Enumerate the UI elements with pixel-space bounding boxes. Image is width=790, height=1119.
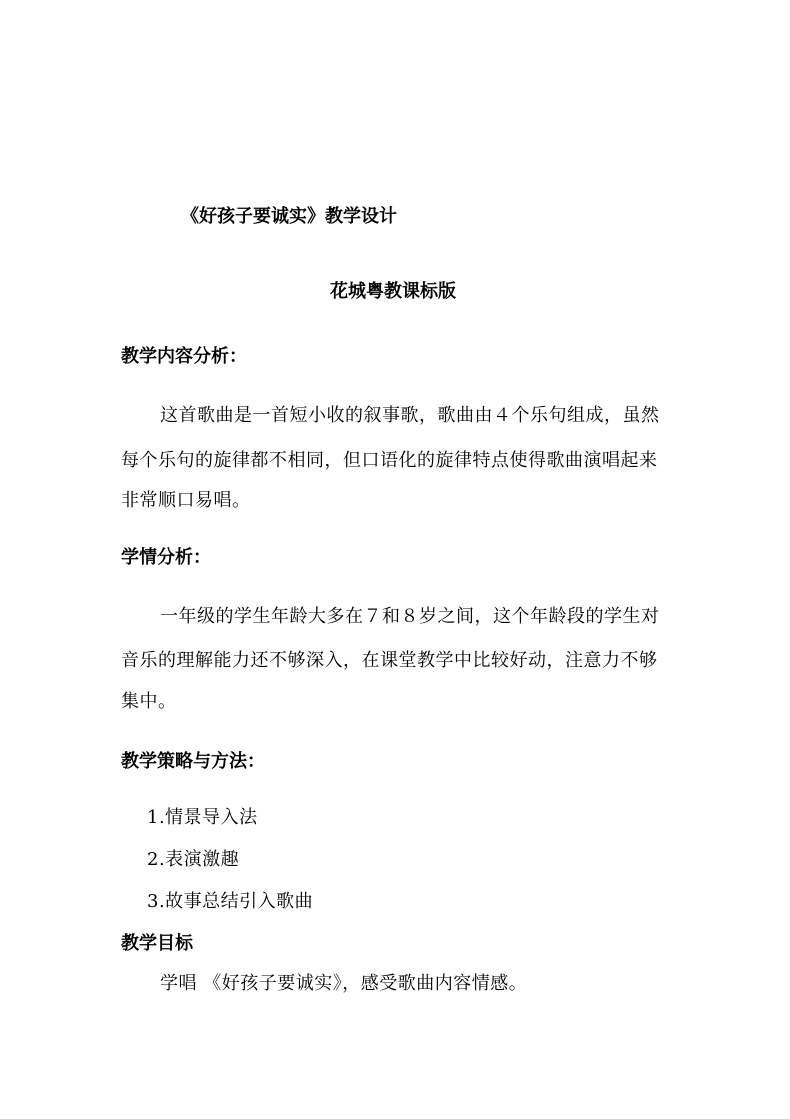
- section-heading-strategy: 教学策略与方法：: [121, 751, 265, 772]
- paragraph-line: 一年级的学生年龄大多在７和８岁之间，这个年龄段的学生对: [160, 606, 660, 627]
- list-item: 3.故事总结引入歌曲: [147, 891, 314, 912]
- document-title: 《好孩子要诚实》教学设计: [181, 206, 397, 227]
- section-heading-content-analysis: 教学内容分析：: [121, 346, 247, 367]
- document-subtitle: 花城粤教课标版: [330, 281, 456, 302]
- list-item: 2.表演激趣: [147, 849, 240, 870]
- paragraph-line: 学唱 《好孩子要诚实》，感受歌曲内容情感。: [160, 973, 528, 994]
- section-heading-learner-analysis: 学情分析：: [121, 547, 211, 568]
- paragraph-line: 集中。: [121, 691, 177, 712]
- paragraph-line: 非常顺口易唱。: [121, 490, 251, 511]
- list-item: 1.情景导入法: [147, 807, 258, 828]
- paragraph-line: 这首歌曲是一首短小收的叙事歌，歌曲由４个乐句组成，虽然: [160, 405, 660, 426]
- paragraph-line: 音乐的理解能力还不够深入，在课堂教学中比较好动，注意力不够: [121, 650, 658, 671]
- paragraph-line: 每个乐句的旋律都不相同，但口语化的旋律特点使得歌曲演唱起来: [121, 450, 658, 471]
- section-heading-objectives: 教学目标: [121, 933, 193, 954]
